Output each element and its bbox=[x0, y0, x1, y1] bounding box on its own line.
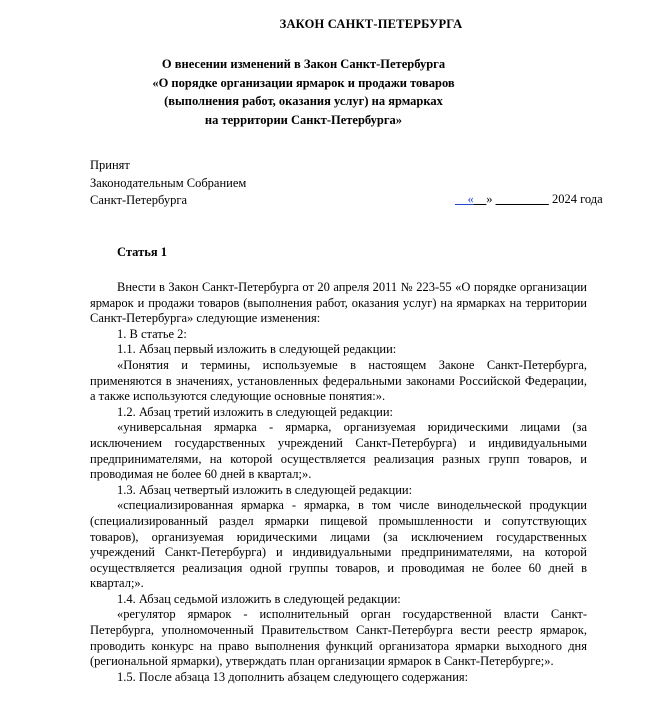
subtitle-line-3: (выполнения работ, оказания услуг) на ярмарках bbox=[164, 94, 443, 108]
date-day-blank-suffix[interactable]: __ bbox=[473, 192, 487, 206]
article-heading: Статья 1 bbox=[117, 245, 167, 259]
item-1-3-quote: «специализированная ярмарка - ярмарка, в том числе винодельческой продукции (специализированный раздел ярмарки пищевой промышленности и сопутствующих товаров), организуемая юридическими лицами (за исключением государственных учреждений Санкт-Петербурга) и индивидуальными предпринимателями, на которой осуществляется реализация одной группы товаров, и проводимая не более 60 дней в квартал;». bbox=[90, 498, 587, 591]
adoption-block bbox=[0, 157, 667, 211]
item-1-3: 1.3. Абзац четвертый изложить в следующей редакции: bbox=[117, 482, 413, 497]
adoption-line-1: Принят bbox=[90, 158, 130, 172]
item-1-2: 1.2. Абзац третий изложить в следующей редакции: bbox=[117, 404, 394, 419]
title-block bbox=[0, 0, 667, 129]
subtitle-line-2: «О порядке организации ярмарок и продажи товаров bbox=[152, 75, 455, 90]
item-1-4: 1.4. Абзац седьмой изложить в следующей редакции: bbox=[117, 591, 401, 606]
quote-close-glyph: » bbox=[486, 192, 493, 206]
adoption-line-3: Санкт-Петербурга bbox=[90, 193, 188, 207]
item-1-1-quote: «Понятия и термины, используемые в настоящем Законе Санкт-Петербурга, применяются в значениях, установленных федеральными законами Российской Федерации, а также используются следующие основные понятия:». bbox=[90, 357, 587, 404]
date-year: 2024 года bbox=[551, 192, 603, 206]
item-1-4-quote: «регулятор ярмарок - исполнительный орган государственной власти Санкт-Петербурга, уполномоченный Правительством Санкт-Петербурга вести реестр ярмарок, проводить конкурс на право выполнения функций организатора ярмарки выходного дня (региональной ярмарки), утверждать план организации ярмарок в Санкт-Петербурге;». bbox=[90, 607, 587, 669]
item-1: 1. В статье 2: bbox=[117, 326, 187, 341]
page-title: ЗАКОН САНКТ-ПЕТЕРБУРГА bbox=[279, 17, 463, 31]
item-1-2-quote: «универсальная ярмарка - ярмарка, организуемая юридическими лицами (за исключением государственных учреждений Санкт-Петербурга) и индивидуальными предпринимателями, на которой осуществляется реализация разных групп товаров, и проводимая не более 60 дней в квартал;». bbox=[90, 420, 587, 482]
adoption-date-line bbox=[455, 192, 603, 207]
date-month-blank[interactable]: ________ bbox=[495, 192, 549, 206]
adoption-authority bbox=[90, 157, 246, 210]
subtitle-line-1: О внесении изменений в Закон Санкт-Петербурга bbox=[161, 57, 446, 71]
date-day-blank-prefix[interactable]: __ bbox=[455, 192, 468, 206]
subtitle-line-4: на территории Санкт-Петербурга» bbox=[204, 112, 403, 127]
adoption-line-2: Законодательным Собранием bbox=[90, 175, 247, 190]
document-subtitle bbox=[0, 55, 667, 129]
document-body bbox=[0, 280, 667, 685]
quote-open-glyph: « bbox=[467, 192, 474, 206]
intro-paragraph: Внести в Закон Санкт-Петербурга от 20 апреля 2011 № 223-55 «О порядке организации ярмарок и продажи товаров (выполнения работ, оказания услуг) на ярмарках на территории Санкт-Петербурга» следующие изменения: bbox=[90, 280, 587, 326]
item-1-5: 1.5. После абзаца 13 дополнить абзацем следующего содержания: bbox=[117, 669, 469, 684]
item-1-1: 1.1. Абзац первый изложить в следующей редакции: bbox=[117, 342, 397, 357]
